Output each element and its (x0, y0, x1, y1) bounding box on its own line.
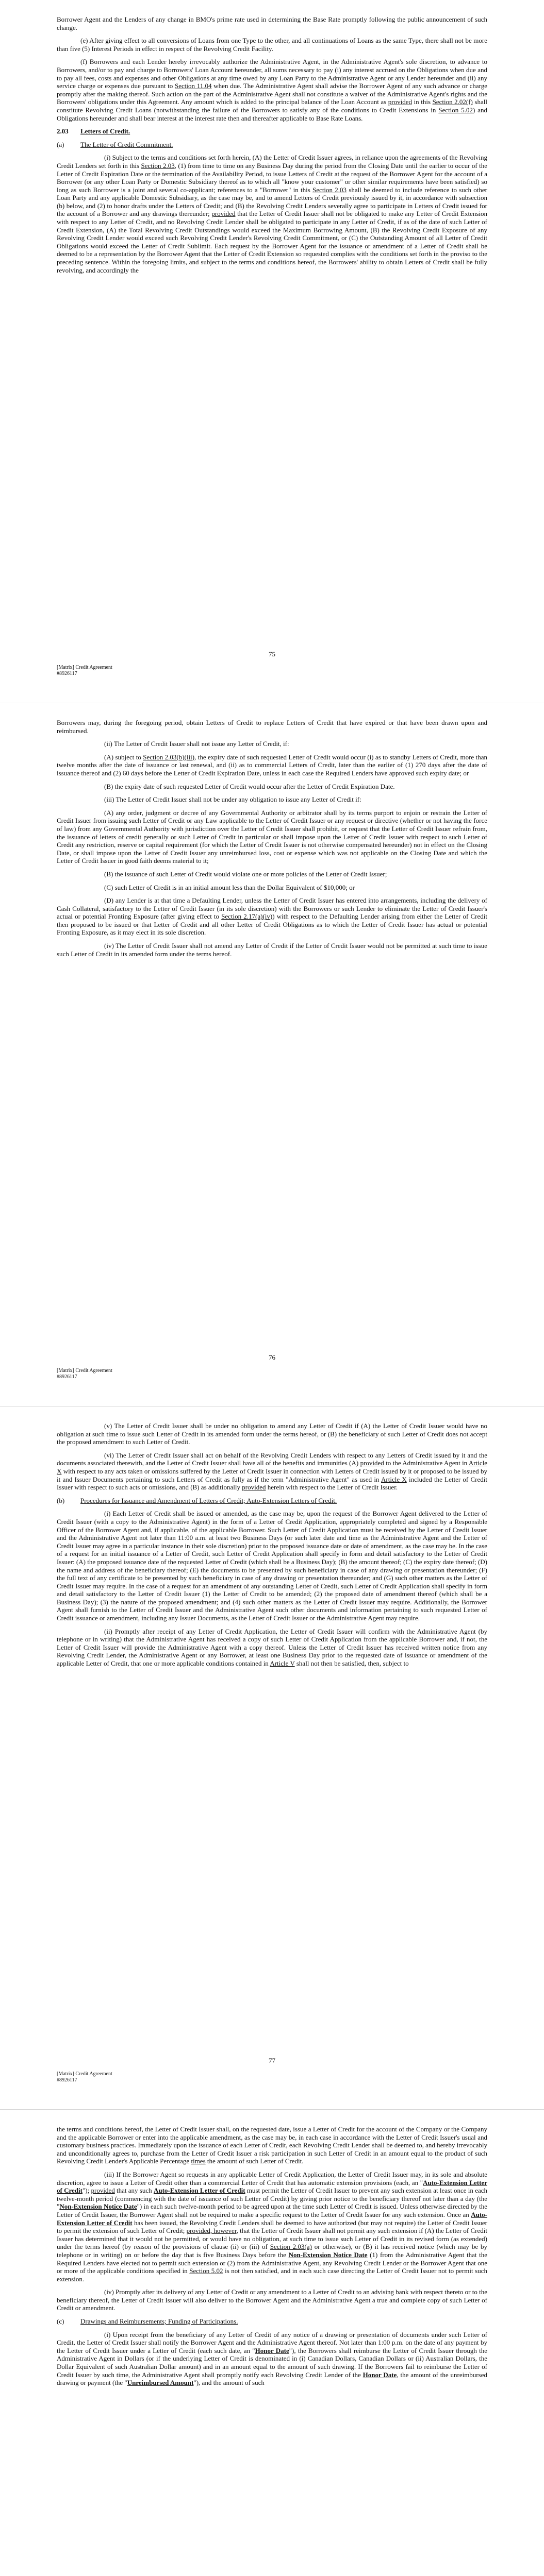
subsection-label: (a) (57, 140, 64, 148)
footer-document-code: #8926117 (57, 2077, 77, 2083)
subsection-title: The Letter of Credit Commitment. (80, 140, 173, 148)
paragraph: (iv) Promptly after its delivery of any Letter of Credit or any amendment to a Letter of Credit to an advising bank with respect thereto or to the beneficiary thereof, the Letter of Credit Issuer will also deliver to the Borrower Agent and the Administrative Agent a true and complete copy of such Letter of Credit or amendment. (57, 2288, 487, 2312)
subsection-label: (b) (57, 1496, 65, 1504)
footer-document-code: #8926117 (57, 1374, 77, 1380)
paragraph: (B) the expiry date of such requested Letter of Credit would occur after the Letter of Credit Expiration Date. (104, 782, 395, 790)
paragraph: (iii) If the Borrower Agent so requests in any applicable Letter of Credit Application, the Letter of Credit Issuer may, in its sole and absolute discretion, agree to issue a Letter of Credit other than a commercial Letter of Credit that has automatic extension provisions (each, an "Auto-Extension Letter of Credit"); provided that any such Auto-Extension Letter of Credit must permit the Letter of Credit Issuer to prevent any such extension at least once in each twelve-month period (commencing with the date of issuance of such Letter of Credit) by giving prior notice to the beneficiary thereof not later than a day (the "Non-Extension Notice Date") in each such twelve-month period to be agreed upon at the time such Letter of Credit is issued. Unless otherwise directed by the Letter of Credit Issuer, the Borrower Agent shall not be required to make a specific request to the Letter of Credit Issuer for any such extension. Once an Auto-Extension Letter of Credit has been issued, the Revolving Credit Lenders shall be deemed to have authorized (but may not require) the Letter of Credit Issuer to permit the extension of such Letter of Credit; provided, however, that the Letter of Credit Issuer shall not permit any such extension if (A) the Letter of Credit Issuer has determined that it would not be permitted, or would have no obligation, at such time to issue such Letter of Credit in its revised form (as extended) under the terms hereof (by reason of the provisions of clause (ii) or (iii) of Section 2.03(a) or otherwise), or (B) it has received notice (which may be by telephone or in writing) on or before the day that is five Business Days before the Non-Extension Notice Date (1) from the Administrative Agent that the Required Lenders have elected not to permit such extension or (2) from the Administrative Agent, any Revolving Credit Lender or the Borrower Agent that one or more of the applicable conditions specified in Section 5.02 is not then satisfied, and in each such case directing the Letter of Credit Issuer not to permit such extension. (57, 2170, 488, 2283)
paragraph: Borrowers may, during the foregoing period, obtain Letters of Credit to replace Letters of Credit that have expired or that have been drawn upon and reimbursed. (57, 719, 487, 735)
document-page (0, 1406, 544, 2110)
subsection-title: Drawings and Reimbursements; Funding of Participations. (80, 2317, 238, 2326)
document-page (0, 0, 544, 703)
section-heading (57, 127, 487, 135)
subsection-heading (57, 1497, 487, 1505)
paragraph: the terms and conditions hereof, the Letter of Credit Issuer shall, on the requested date, issue a Letter of Credit for the account of the Company or the Company and the applicable Borrower or enter into the applicable amendment, as the case may be, in each case in accordance with the Letter of Credit Issuer's usual and customary business practices. Immediately upon the issuance of each Letter of Credit, each Revolving Credit Lender shall be deemed to, and hereby irrevocably and unconditionally agrees to, purchase from the Letter of Credit Issuer a risk participation in such Letter of Credit in an amount equal to the product of such Revolving Credit Lender's Applicable Percentage times the amount of such Letter of Credit. (57, 2125, 487, 2165)
document-page (0, 703, 544, 1406)
paragraph: (i) Each Letter of Credit shall be issued or amended, as the case may be, upon the request of the Borrower Agent delivered to the Letter of Credit Issuer (with a copy to the Administrative Agent) in the form of a Letter of Credit Application, appropriately completed and signed by a Responsible Officer of the Borrower Agent and, if applicable, of the applicable Borrower. Such Letter of Credit Application must be received by the Letter of Credit Issuer and the Administrative Agent not later than 11:00 a.m. at least two Business Days (or such later date and time as the Administrative Agent and the Letter of Credit Issuer may agree in a particular instance in their sole discretion) prior to the proposed issuance date or date of amendment, as the case may be. In the case of a request for an initial issuance of a Letter of Credit, such Letter of Credit Application shall specify in form and detail satisfactory to the Letter of Credit Issuer: (A) the proposed issuance date of the requested Letter of Credit (which shall be a Business Day); (B) the amount thereof; (C) the expiry date thereof; (D) the name and address of the beneficiary thereof; (E) the documents to be presented by such beneficiary in case of any drawing or presentation thereunder; (F) the full text of any certificate to be presented by such beneficiary in case of any drawing or presentation thereunder; and (G) such other matters as the Letter of Credit Issuer may require. In the case of a request for an amendment of any outstanding Letter of Credit, such Letter of Credit Application shall specify in form and detail satisfactory to the Letter of Credit Issuer (1) the Letter of Credit to be amended; (2) the proposed date of amendment thereof (which shall be a Business Day); (3) the nature of the proposed amendment; and (4) such other matters as the Letter of Credit Issuer may require. Additionally, the Borrower Agent shall furnish to the Letter of Credit Issuer and the Administrative Agent such other documents and information pertaining to such requested Letter of Credit issuance or amendment, including any Issuer Documents, as the Letter of Credit Issuer or the Administrative Agent may require. (57, 1510, 487, 1622)
paragraph: Borrower Agent and the Lenders of any change in BMO's prime rate used in determining the Base Rate promptly following the public announcement of such change. (57, 15, 487, 31)
footer-document-code: #8926117 (57, 671, 77, 676)
paragraph: (A) any order, judgment or decree of any Governmental Authority or arbitrator shall by its terms purport to enjoin or restrain the Letter of Credit Issuer from issuing such Letter of Credit or any Law applicable to the Letter of Credit Issuer or any request or directive (whether or not having the force of law) from any Governmental Authority with jurisdiction over the Letter of Credit Issuer shall prohibit, or request that the Letter of Credit Issuer refrain from, the issuance of letters of credit generally or such Letter of Credit in particular or shall impose upon the Letter of Credit Issuer with respect to such Letter of Credit any restriction, reserve or capital requirement (for which the Letter of Credit Issuer is not otherwise compensated hereunder) not in effect on the Closing Date, or shall impose upon the Letter of Credit Issuer any unreimbursed loss, cost or expense which was not applicable on the Closing Date and which the Letter of Credit Issuer in good faith deems material to it; (57, 808, 487, 865)
page-number: 77 (269, 2057, 275, 2064)
page-body (57, 15, 487, 274)
paragraph: (D) any Lender is at that time a Defaulting Lender, unless the Letter of Credit Issuer has entered into arrangements, including the delivery of Cash Collateral, satisfactory to the Letter of Credit Issuer (in its sole discretion) with the Borrowers or such Lender to eliminate the Letter of Credit Issuer's actual or potential Fronting Exposure (after giving effect to Section 2.17(a)(iv)) with respect to the Defaulting Lender arising from either the Letter of Credit then proposed to be issued or that Letter of Credit and all other Letter of Credit Obligations as to which the Letter of Credit Issuer has actual or potential Fronting Exposure, as it may elect in its sole discretion. (57, 896, 487, 937)
paragraph: (C) such Letter of Credit is in an initial amount less than the Dollar Equivalent of $10,000; or (104, 883, 355, 891)
page-body (57, 1422, 487, 1668)
subsection-label: (c) (57, 2317, 64, 2326)
paragraph: (iv) The Letter of Credit Issuer shall not amend any Letter of Credit if the Letter of Credit Issuer would not be permitted at such time to issue such Letter of Credit in its amended form under the terms hereof. (57, 942, 487, 958)
page-body (57, 719, 487, 958)
page-footer (57, 665, 112, 677)
footer-document-title: [Matrix] Credit Agreement (57, 665, 112, 670)
section-title: Letters of Credit. (80, 127, 130, 135)
page-body (57, 2125, 487, 2387)
footer-document-title: [Matrix] Credit Agreement (57, 1368, 112, 1374)
footer-document-title: [Matrix] Credit Agreement (57, 2071, 112, 2077)
subsection-title: Procedures for Issuance and Amendment of Letters of Credit; Auto-Extension Letters of Credit. (80, 1496, 337, 1504)
subsection-heading (57, 141, 487, 149)
paragraph: (f) Borrowers and each Lender hereby irrevocably authorize the Administrative Agent, in the Administrative Agent's sole discretion, to advance to Borrowers, and/or to pay and charge to Borrowers' Loan Account hereunder, all sums necessary to pay (i) any interest accrued on the Obligations when due and to pay all fees, costs and expenses and other Obligations at any time owed by any Loan Party to the Administrative Agent or any Lender hereunder and (ii) any service charge or expenses due pursuant to Section 11.04 when due. The Administrative Agent shall advise the Borrower Agent of any such advance or charge promptly after the making thereof. Such action on the part of the Administrative Agent shall not constitute a waiver of the Administrative Agent's rights and the Borrowers' obligations under this Agreement. Any amount which is added to the principal balance of the Loan Account as provided in this Section 2.02(f) shall constitute Revolving Credit Loans (notwithstanding the failure of the Borrowers to satisfy any of the conditions to Credit Extensions in Section 5.02) and Obligations hereunder and shall bear interest at the interest rate then and thereafter applicable to Base Rate Loans. (57, 58, 487, 122)
page-number: 76 (269, 1353, 275, 1361)
paragraph: (i) Upon receipt from the beneficiary of any Letter of Credit of any notice of a drawing or presentation of documents under such Letter of Credit, the Letter of Credit Issuer shall notify the Borrower Agent and the Administrative Agent thereof. Not later than 1:00 p.m. on the date of any payment by the Letter of Credit Issuer under a Letter of Credit (each such date, an "Honor Date"), the Borrowers shall reimburse the Letter of Credit Issuer through the Administrative Agent in Dollars (or if the underlying Letter of Credit is denominated in (i) Canadian Dollars, Canadian Dollars or (ii) Australian Dollars, the Dollar Equivalent of such Australian Dollar amount) and in an amount equal to the amount of such drawing. If the Borrowers fail to reimburse the Letter of Credit Issuer by such time, the Administrative Agent shall promptly notify each Revolving Credit Lender of the Honor Date, the amount of the unreimbursed drawing or payment (the "Unreimbursed Amount"), and the amount of such (57, 2330, 487, 2387)
paragraph: (A) subject to Section 2.03(b)(iii), the expiry date of such requested Letter of Credit would occur (i) as to standby Letters of Credit, more than twelve months after the date of issuance or last renewal, and (ii) as to commercial Letters of Credit, later than the earlier of (1) 270 days after the date of issuance thereof and (2) 60 days before the Letter of Credit Expiration Date, unless in each case the Required Lenders have approved such expiry date; or (57, 753, 487, 777)
paragraph: (ii) Promptly after receipt of any Letter of Credit Application, the Letter of Credit Issuer will confirm with the Administrative Agent (by telephone or in writing) that the Administrative Agent has received a copy of such Letter of Credit Application from the applicable Borrower and, if not, the Letter of Credit Issuer will provide the Administrative Agent with a copy thereof. Unless the Letter of Credit Issuer has received written notice from any Revolving Credit Lender, the Administrative Agent or any Borrower, at least one Business Day prior to the requested date of issuance or amendment of the applicable Letter of Credit, that one or more applicable conditions contained in Article V shall not then be satisfied, then, subject to (57, 1627, 487, 1668)
document-page (0, 2110, 544, 2576)
paragraph: (ii) The Letter of Credit Issuer shall not issue any Letter of Credit, if: (104, 740, 289, 748)
paragraph: (i) Subject to the terms and conditions set forth herein, (A) the Letter of Credit Issuer agrees, in reliance upon the agreements of the Revolving Credit Lenders set forth in this Section 2.03, (1) from time to time on any Business Day during the period from the Closing Date until the earlier to occur of the Letter of Credit Expiration Date or the termination of the Availability Period, to issue Letters of Credit at the request of the Borrower Agent for the account of a Borrower (or any other Loan Party or Domestic Subsidiary thereof as to which all "know your customer" or other similar requirements have been satisfied) so long as such Borrower is a joint and several co-applicant; references to a "Borrower" in this Section 2.03 shall be deemed to include reference to such other Loan Party and any applicable Domestic Subsidiary, as the case may be, and to amend Letters of Credit previously issued by it, in accordance with subsection (b) below, and (2) to honor drafts under the Letters of Credit; and (B) the Revolving Credit Lenders severally agree to participate in Letters of Credit issued for the account of a Borrower and any drawings thereunder; provided that the Letter of Credit Issuer shall not be obligated to make any Letter of Credit Extension with respect to any Letter of Credit, and no Revolving Credit Lender shall be obligated to participate in any Letter of Credit, if as of the date of such Letter of Credit Extension, (A) the Total Revolving Credit Outstandings would exceed the Maximum Borrowing Amount, (B) the Revolving Credit Exposure of any Revolving Credit Lender would exceed such Revolving Credit Lender's Revolving Credit Commitment, or (C) the Outstanding Amount of all Letter of Credit Obligations would exceed the Letter of Credit Sublimit. Each request by the Borrower Agent for the issuance or amendment of a Letter of Credit shall be deemed to be a representation by the Borrower Agent that the Letter of Credit Extension so requested complies with the conditions set forth in the proviso to the preceding sentence. Within the foregoing limits, and subject to the terms and conditions hereof, the Borrowers' ability to obtain Letters of Credit shall be fully revolving, and accordingly the (57, 154, 488, 274)
page-footer (57, 2071, 112, 2083)
page-footer (57, 1368, 112, 1380)
paragraph: (B) the issuance of such Letter of Credit would violate one or more policies of the Letter of Credit Issuer; (104, 870, 387, 878)
paragraph: (v) The Letter of Credit Issuer shall be under no obligation to amend any Letter of Credit if (A) the Letter of Credit Issuer would have no obligation at such time to issue such Letter of Credit in its amended form under the terms hereof, or (B) the beneficiary of such Letter of Credit does not accept the proposed amendment to such Letter of Credit. (57, 1422, 487, 1446)
paragraph: (iii) The Letter of Credit Issuer shall not be under any obligation to issue any Letter of Credit if: (104, 795, 361, 804)
paragraph: (vi) The Letter of Credit Issuer shall act on behalf of the Revolving Credit Lenders with respect to any Letters of Credit issued by it and the documents associated therewith, and the Letter of Credit Issuer shall have all of the benefits and immunities (A) provided to the Administrative Agent in Article X with respect to any acts taken or omissions suffered by the Letter of Credit Issuer in connection with Letters of Credit issued by it or proposed to be issued by it and Issuer Documents pertaining to such Letters of Credit as fully as if the term "Administrative Agent" as used in Article X included the Letter of Credit Issuer with respect to such acts or omissions, and (B) as additionally provided herein with respect to the Letter of Credit Issuer. (57, 1451, 487, 1492)
section-number: 2.03 (57, 127, 69, 135)
subsection-heading (57, 2317, 487, 2326)
page-number: 75 (269, 650, 275, 658)
paragraph: (e) After giving effect to all conversions of Loans from one Type to the other, and all continuations of Loans as the same Type, there shall not be more than five (5) Interest Periods in effect in respect of the Revolving Credit Facility. (57, 37, 487, 53)
